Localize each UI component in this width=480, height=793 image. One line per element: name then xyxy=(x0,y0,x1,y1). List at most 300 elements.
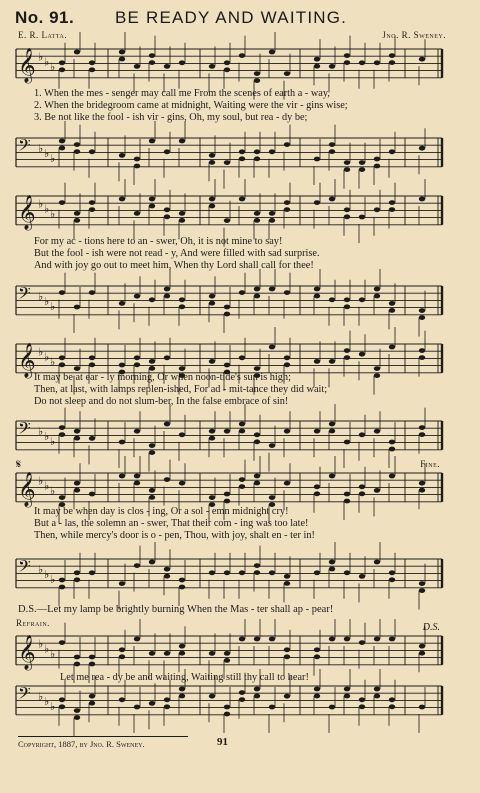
note-head xyxy=(89,570,95,575)
note-head xyxy=(239,690,245,695)
note-head xyxy=(359,491,365,496)
bass-clef-icon: 𝄢 xyxy=(18,417,31,442)
note-head xyxy=(284,429,290,434)
note-head xyxy=(329,197,335,202)
note-head xyxy=(224,60,230,65)
note-head xyxy=(119,581,125,586)
note-head xyxy=(134,157,140,162)
note-head xyxy=(314,654,320,659)
note-head xyxy=(134,164,140,169)
note-head xyxy=(74,218,80,223)
note-head xyxy=(74,481,80,486)
note-head xyxy=(419,308,425,313)
note-head xyxy=(284,362,290,367)
ds-lyric-line: D.S.—Let my lamp be brightly burning When the Mas - ter shall ap - pear! xyxy=(18,604,334,615)
note-head xyxy=(389,200,395,205)
note-head xyxy=(224,570,230,575)
flat-icon: ♭ xyxy=(44,430,50,444)
note-head xyxy=(74,429,80,434)
note-head xyxy=(254,78,260,83)
note-head xyxy=(149,297,155,302)
note-head xyxy=(359,697,365,702)
note-head xyxy=(344,637,350,642)
note-head xyxy=(209,694,215,699)
note-head xyxy=(239,197,245,202)
note-head xyxy=(149,560,155,565)
lyric-line: Then, at last, with lamps replen-ished, For ad - mit-tance they did wait; xyxy=(34,384,328,395)
note-head xyxy=(89,655,95,660)
note-head xyxy=(134,362,140,367)
note-head xyxy=(284,200,290,205)
note-head xyxy=(269,443,275,448)
note-head xyxy=(359,432,365,437)
note-head xyxy=(269,705,275,710)
note-head xyxy=(149,359,155,364)
note-head xyxy=(164,207,170,212)
note-head xyxy=(164,355,170,360)
note-head xyxy=(419,425,425,430)
treble-clef-icon: 𝄞 xyxy=(18,194,36,230)
note-head xyxy=(374,207,380,212)
note-head xyxy=(209,301,215,306)
note-head xyxy=(254,287,260,292)
note-head xyxy=(314,694,320,699)
note-head xyxy=(209,436,215,441)
note-head xyxy=(179,218,185,223)
note-head xyxy=(314,57,320,62)
note-head xyxy=(329,637,335,642)
note-head xyxy=(419,146,425,151)
hymn-number: No. 91. xyxy=(15,8,75,27)
note-head xyxy=(59,640,65,645)
note-head xyxy=(164,704,170,709)
note-head xyxy=(59,290,65,295)
ds-marking: D.S. xyxy=(422,622,440,633)
note-head xyxy=(179,651,185,656)
note-head xyxy=(389,301,395,306)
note-head xyxy=(239,697,245,702)
note-head xyxy=(344,687,350,692)
note-head xyxy=(179,297,185,302)
flat-icon: ♭ xyxy=(38,197,44,211)
footer-rule xyxy=(18,736,188,737)
flat-icon: ♭ xyxy=(50,700,56,714)
note-head xyxy=(419,197,425,202)
note-head xyxy=(344,499,350,504)
note-head xyxy=(389,570,395,575)
note-head xyxy=(359,352,365,357)
note-head xyxy=(239,355,245,360)
note-head xyxy=(374,164,380,169)
fine-marking: Fine. xyxy=(420,459,440,469)
note-head xyxy=(254,563,260,568)
note-head xyxy=(314,359,320,364)
note-head xyxy=(239,637,245,642)
note-head xyxy=(389,345,395,350)
note-head xyxy=(164,567,170,572)
note-head xyxy=(59,578,65,583)
note-head xyxy=(314,491,320,496)
note-head xyxy=(254,211,260,216)
note-head xyxy=(314,647,320,652)
note-head xyxy=(374,294,380,299)
note-head xyxy=(239,149,245,154)
note-head xyxy=(284,647,290,652)
note-head xyxy=(254,218,260,223)
note-head xyxy=(254,637,260,642)
note-head xyxy=(209,204,215,209)
flat-icon: ♭ xyxy=(44,479,50,493)
note-head xyxy=(179,585,185,590)
flat-icon: ♭ xyxy=(50,647,56,661)
bass-clef-icon: 𝄢 xyxy=(18,682,31,707)
note-head xyxy=(329,560,335,565)
note-head xyxy=(224,712,230,717)
note-head xyxy=(344,570,350,575)
note-head xyxy=(389,53,395,58)
note-head xyxy=(149,443,155,448)
note-head xyxy=(224,363,230,368)
note-head xyxy=(239,422,245,427)
note-head xyxy=(224,658,230,663)
note-head xyxy=(134,481,140,486)
note-head xyxy=(344,348,350,353)
note-head xyxy=(134,355,140,360)
flat-icon: ♭ xyxy=(44,642,50,656)
note-head xyxy=(254,570,260,575)
flat-icon: ♭ xyxy=(44,202,50,216)
note-head xyxy=(269,345,275,350)
note-head xyxy=(89,362,95,367)
note-head xyxy=(284,581,290,586)
note-head xyxy=(89,436,95,441)
note-head xyxy=(74,50,80,55)
note-head xyxy=(74,305,80,310)
note-head xyxy=(179,578,185,583)
note-head xyxy=(74,570,80,575)
note-head xyxy=(209,160,215,165)
note-head xyxy=(179,432,185,437)
flat-icon: ♭ xyxy=(38,690,44,704)
note-head xyxy=(419,481,425,486)
lyric-line: And with joy go out to meet him, When thy Lord shall call for thee! xyxy=(34,260,314,271)
note-head xyxy=(419,348,425,353)
note-head xyxy=(329,567,335,572)
note-head xyxy=(419,432,425,437)
note-head xyxy=(224,651,230,656)
note-head xyxy=(59,432,65,437)
note-head xyxy=(179,687,185,692)
note-head xyxy=(239,53,245,58)
note-head xyxy=(314,200,320,205)
flat-icon: ♭ xyxy=(50,484,56,498)
note-head xyxy=(134,474,140,479)
note-head xyxy=(389,308,395,313)
note-head xyxy=(209,153,215,158)
note-head xyxy=(119,474,125,479)
note-head xyxy=(314,64,320,69)
note-head xyxy=(149,139,155,144)
note-head xyxy=(119,654,125,659)
note-head xyxy=(224,312,230,317)
note-head xyxy=(89,694,95,699)
note-head xyxy=(164,214,170,219)
note-head xyxy=(314,294,320,299)
flat-icon: ♭ xyxy=(38,50,44,64)
lyric-line: It may be at ear - ly morning, Or when noon-tide's sun is high; xyxy=(34,372,291,383)
note-head xyxy=(134,705,140,710)
note-head xyxy=(59,139,65,144)
note-head xyxy=(59,697,65,702)
note-head xyxy=(284,142,290,147)
note-head xyxy=(149,204,155,209)
note-head xyxy=(329,149,335,154)
note-head xyxy=(359,215,365,220)
note-head xyxy=(59,355,65,360)
note-head xyxy=(149,651,155,656)
note-head xyxy=(224,218,230,223)
flat-icon: ♭ xyxy=(50,60,56,74)
note-head xyxy=(254,687,260,692)
note-head xyxy=(269,637,275,642)
note-head xyxy=(149,366,155,371)
note-head xyxy=(59,200,65,205)
note-head xyxy=(74,655,80,660)
note-head xyxy=(254,474,260,479)
note-head xyxy=(134,64,140,69)
note-head xyxy=(389,60,395,65)
note-head xyxy=(344,207,350,212)
flat-icon: ♭ xyxy=(38,290,44,304)
note-head xyxy=(374,287,380,292)
bass-clef-icon: 𝄢 xyxy=(18,134,31,159)
note-head xyxy=(164,697,170,702)
page-number: 91 xyxy=(217,736,228,748)
bass-staff xyxy=(0,680,480,740)
flat-icon: ♭ xyxy=(44,350,50,364)
note-head xyxy=(149,701,155,706)
note-head xyxy=(224,492,230,497)
flat-icon: ♭ xyxy=(38,474,44,488)
note-head xyxy=(89,662,95,667)
note-head xyxy=(209,429,215,434)
lyric-line: Let me rea - dy be and waiting, Waiting still thy call to hear! xyxy=(60,672,309,683)
note-head xyxy=(284,481,290,486)
note-head xyxy=(344,355,350,360)
note-head xyxy=(419,588,425,593)
note-head xyxy=(89,492,95,497)
note-head xyxy=(59,60,65,65)
lyricist-credit: E. R. Latta. xyxy=(18,30,68,40)
lyric-line: Then, while mercy's door is o - pen, Thou, with joy, shalt en - ter in! xyxy=(34,530,315,541)
lyric-line: Do not sleep and do not slum-ber, In the false embrace of sin! xyxy=(34,396,289,407)
note-head xyxy=(59,495,65,500)
note-head xyxy=(224,705,230,710)
lyric-line: But a - las, the solemn an - swer, That their com - ing was too late! xyxy=(34,518,309,529)
note-head xyxy=(374,366,380,371)
note-head xyxy=(74,662,80,667)
lyric-line: For my ac - tions here to an - swer, Oh, it is not mine to say! xyxy=(34,236,283,247)
note-head xyxy=(164,294,170,299)
flat-icon: ♭ xyxy=(44,295,50,309)
note-head xyxy=(389,440,395,445)
note-head xyxy=(164,574,170,579)
note-head xyxy=(74,708,80,713)
note-head xyxy=(284,355,290,360)
note-head xyxy=(209,294,215,299)
note-head xyxy=(89,149,95,154)
note-head xyxy=(59,67,65,72)
bass-clef-icon: 𝄢 xyxy=(18,282,31,307)
lyric-line: It may be when day is clos - ing, Or a sol - emn midnight cry! xyxy=(34,506,289,517)
note-head xyxy=(374,429,380,434)
note-head xyxy=(314,687,320,692)
note-head xyxy=(314,287,320,292)
note-head xyxy=(344,304,350,309)
note-head xyxy=(89,290,95,295)
note-head xyxy=(344,694,350,699)
note-head xyxy=(134,211,140,216)
lyric-line: 2. When the bridegroom came at midnight, Waiting were the vir - gins wise; xyxy=(34,100,348,111)
note-head xyxy=(224,160,230,165)
note-head xyxy=(254,432,260,437)
note-head xyxy=(74,366,80,371)
note-head xyxy=(254,71,260,76)
note-head xyxy=(329,359,335,364)
note-head xyxy=(344,167,350,172)
note-head xyxy=(149,53,155,58)
note-head xyxy=(269,287,275,292)
note-head xyxy=(179,694,185,699)
segno-sign: 𝄋 xyxy=(16,457,22,471)
note-head xyxy=(329,705,335,710)
note-head xyxy=(74,488,80,493)
note-head xyxy=(209,570,215,575)
note-head xyxy=(329,64,335,69)
note-head xyxy=(344,60,350,65)
note-head xyxy=(269,570,275,575)
note-head xyxy=(284,654,290,659)
note-head xyxy=(359,297,365,302)
note-head xyxy=(389,474,395,479)
note-head xyxy=(59,704,65,709)
note-head xyxy=(89,67,95,72)
note-head xyxy=(254,694,260,699)
note-head xyxy=(224,305,230,310)
note-head xyxy=(74,149,80,154)
note-head xyxy=(389,149,395,154)
flat-icon: ♭ xyxy=(50,152,56,166)
note-head xyxy=(74,577,80,582)
flat-icon: ♭ xyxy=(50,435,56,449)
note-head xyxy=(374,373,380,378)
flat-icon: ♭ xyxy=(50,207,56,221)
note-head xyxy=(179,304,185,309)
note-head xyxy=(284,694,290,699)
note-head xyxy=(359,160,365,165)
note-head xyxy=(179,644,185,649)
note-head xyxy=(419,355,425,360)
flat-icon: ♭ xyxy=(38,345,44,359)
note-head xyxy=(269,149,275,154)
note-head xyxy=(314,429,320,434)
note-head xyxy=(344,53,350,58)
note-head xyxy=(134,429,140,434)
note-head xyxy=(164,477,170,482)
note-head xyxy=(164,64,170,69)
note-head xyxy=(329,297,335,302)
note-head xyxy=(284,574,290,579)
note-head xyxy=(359,704,365,709)
note-head xyxy=(419,488,425,493)
note-head xyxy=(344,492,350,497)
note-head xyxy=(269,50,275,55)
treble-clef-icon: 𝄞 xyxy=(18,471,36,507)
note-head xyxy=(179,139,185,144)
note-head xyxy=(74,142,80,147)
lyric-line: 3. Be not like the fool - ish vir - gins, Oh, my soul, but rea - dy be; xyxy=(34,112,308,123)
note-head xyxy=(284,290,290,295)
bass-staff xyxy=(0,415,480,475)
note-head xyxy=(254,294,260,299)
hymn-title: BE READY AND WAITING. xyxy=(115,8,348,27)
flat-icon: ♭ xyxy=(38,563,44,577)
note-head xyxy=(119,363,125,368)
note-head xyxy=(374,157,380,162)
note-head xyxy=(59,425,65,430)
note-head xyxy=(224,499,230,504)
note-head xyxy=(224,67,230,72)
treble-clef-icon: 𝄞 xyxy=(18,342,36,378)
note-head xyxy=(209,495,215,500)
note-head xyxy=(179,60,185,65)
note-head xyxy=(89,200,95,205)
note-head xyxy=(59,585,65,590)
note-head xyxy=(119,697,125,702)
refrain-label: Refrain. xyxy=(16,618,50,628)
note-head xyxy=(224,429,230,434)
note-head xyxy=(269,495,275,500)
flat-icon: ♭ xyxy=(50,573,56,587)
note-head xyxy=(149,450,155,455)
bass-staff xyxy=(0,280,480,340)
note-head xyxy=(89,207,95,212)
note-head xyxy=(329,422,335,427)
note-head xyxy=(134,563,140,568)
flat-icon: ♭ xyxy=(50,300,56,314)
note-head xyxy=(209,359,215,364)
note-head xyxy=(389,577,395,582)
lyric-line: 1. When the mes - senger may call me From the scenes of earth a - way, xyxy=(34,88,330,99)
flat-icon: ♭ xyxy=(44,568,50,582)
note-head xyxy=(419,581,425,586)
note-head xyxy=(374,488,380,493)
bass-clef-icon: 𝄢 xyxy=(18,555,31,580)
note-head xyxy=(119,440,125,445)
note-head xyxy=(239,290,245,295)
note-head xyxy=(389,697,395,702)
note-head xyxy=(419,705,425,710)
note-head xyxy=(344,160,350,165)
note-head xyxy=(359,640,365,645)
note-head xyxy=(359,60,365,65)
note-head xyxy=(374,60,380,65)
note-head xyxy=(284,207,290,212)
note-head xyxy=(374,687,380,692)
note-head xyxy=(344,297,350,302)
note-head xyxy=(74,715,80,720)
note-head xyxy=(74,211,80,216)
